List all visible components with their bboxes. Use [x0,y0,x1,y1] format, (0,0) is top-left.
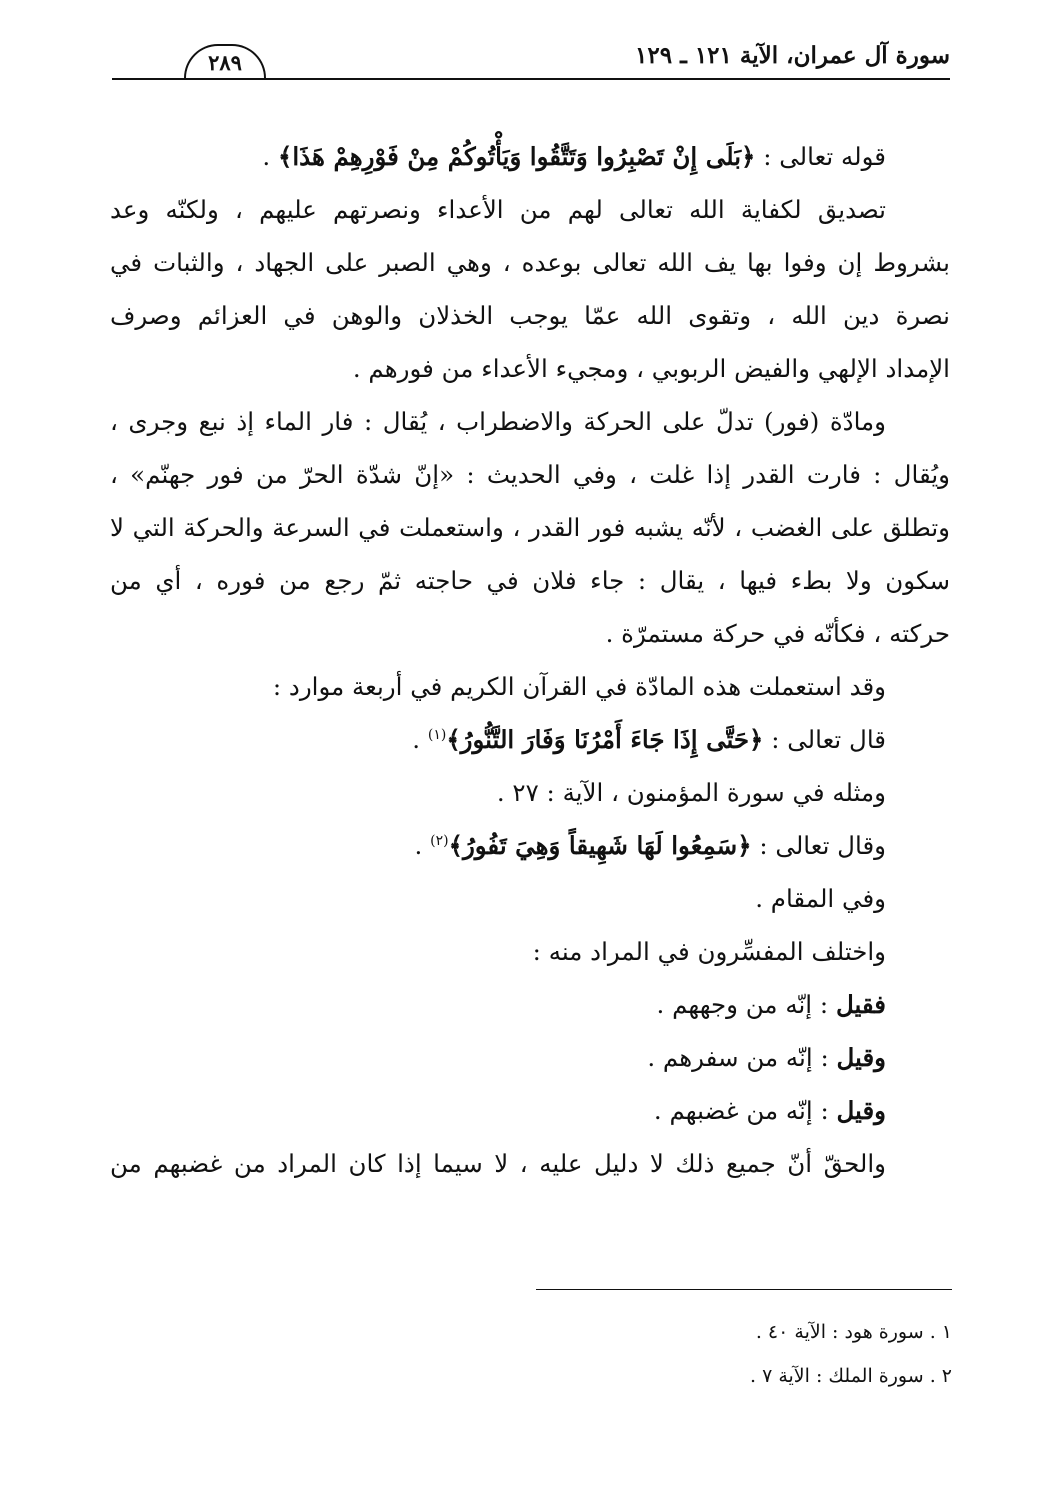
footnote-ref: (٢) [430,832,449,849]
text-line: سكون ولا بطء فيها ، يقال : جاء فلان في حاجته ثمّ رجع من فوره ، أي من [110,566,950,595]
main-text [110,130,950,1190]
text-line: نصرة دين الله ، وتقوى الله عمّا يوجب الخذلان والوهن في العزائم وصرف [110,301,950,330]
keyword: وقيل [836,1043,886,1072]
text-line: واختلف المفسِّرون في المراد منه : [532,937,886,966]
text-line: ويُقال : فارت القدر إذا غلت ، وفي الحديث : «إنّ شدّة الحرّ من فور جهنّم» ، [110,460,950,489]
text-line: والحقّ أنّ جميع ذلك لا دليل عليه ، لا سيما إذا كان المراد من غضبهم من [110,1149,886,1178]
text-line: قوله تعالى : ﴿بَلَى إِنْ تَصْبِرُوا وَتَتَّقُوا وَيَأْتُوكُمْ مِنْ فَوْرِهِمْ هَذَا﴾ . [262,142,886,171]
footnote-rule [536,1289,952,1290]
running-title: سورة آل عمران، الآية ١٢١ ـ ١٢٩ [635,42,950,69]
quran-verse: ﴿بَلَى إِنْ تَصْبِرُوا وَتَتَّقُوا وَيَأْتُوكُمْ مِنْ فَوْرِهِمْ هَذَا﴾ [277,142,756,171]
keyword: وقيل [836,1096,886,1125]
text-line: فقيل : إنّه من وجههم . [656,990,886,1019]
footnote: ٢ . سورة الملك : الآية ٧ . [749,1365,952,1387]
footnote: ١ . سورة هود : الآية ٤٠ . [755,1321,952,1343]
text-line: وفي المقام . [755,884,886,913]
footnotes [352,1310,952,1398]
text-line: ومثله في سورة المؤمنون ، الآية : ٢٧ . [496,778,886,807]
text-line: الإمداد الإلهي والفيض الربوبي ، ومجيء الأعداء من فورهم . [352,354,950,383]
quran-verse: ﴿سَمِعُوا لَهَا شَهِيقاً وَهِيَ تَفُورُ﴾ [448,831,752,860]
quran-verse: ﴿حَتَّى إِذَا جَاءَ أَمْرُنَا وَفَارَ التَّنُّورُ﴾ [446,725,764,754]
footnote-ref: (١) [427,726,447,743]
text-line: وقيل : إنّه من سفرهم . [647,1043,886,1072]
keyword: فقيل [835,990,886,1019]
text-line: تصديق لكفاية الله تعالى لهم من الأعداء ونصرتهم عليهم ، ولكنّه وعد [110,195,886,224]
text-line: وقد استعملت هذه المادّة في القرآن الكريم في أربعة موارد : [272,672,886,701]
text-line: بشروط إن وفوا بها يف الله تعالى بوعده ، وهي الصبر على الجهاد ، والثبات في [110,248,950,277]
text-line: قال تعالى : ﴿حَتَّى إِذَا جَاءَ أَمْرُنَا وَفَارَ التَّنُّورُ﴾$^{(١)}$ . [412,725,886,754]
text-line: وتطلق على الغضب ، لأنّه يشبه فور القدر ، واستعملت في السرعة والحركة التي لا [110,513,950,542]
text-line: وقال تعالى : ﴿سَمِعُوا لَهَا شَهِيقاً وَهِيَ تَفُورُ﴾$^{(٢)}$ . [414,831,886,860]
text-line: حركته ، فكأنّه في حركة مستمرّة . [605,619,950,648]
page-number: ٢٨٩ [184,44,266,78]
page-header [112,38,950,82]
text-line: وقيل : إنّه من غضبهم . [653,1096,886,1125]
text-line: ومادّة (فور) تدلّ على الحركة والاضطراب ، يُقال : فار الماء إذ نبع وجرى ، [110,407,886,436]
